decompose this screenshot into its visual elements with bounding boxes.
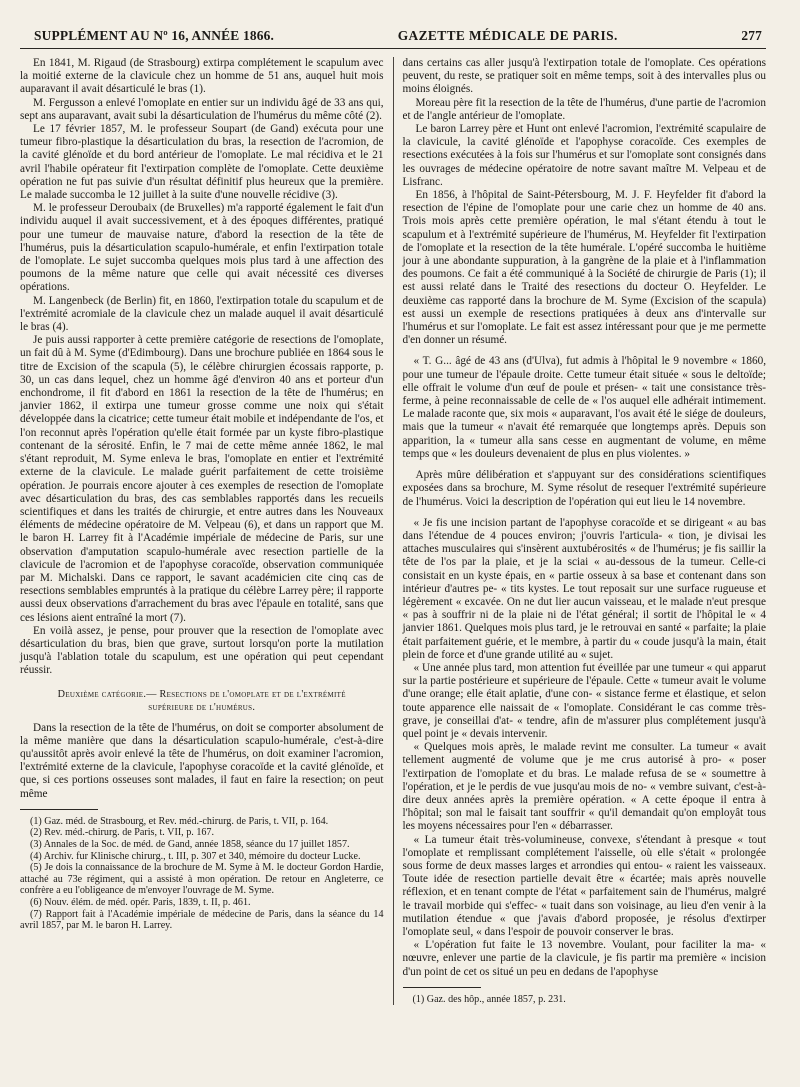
footnote-rule bbox=[403, 987, 481, 988]
section-title bbox=[20, 688, 384, 714]
footnote: (3) Annales de la Soc. de méd. de Gand, année 1858, séance du 17 juillet 1857. bbox=[30, 838, 350, 850]
paragraph: En 1856, à l'hôpital de Saint-Pétersbourg, M. J. F. Heyfelder fit d'abord la resection de l'épine de l'omoplate pour une carie chez un homme de 40 ans. Trois mois après cette première opération, le mal s'étant étendu à tout le scapulum et à l'extrémité supérieure de l'humérus, M. Heyfelder fit l'extirpation de l'omoplate et la resection de la tête humérale. L'opéré succomba le huitième jour à une abondante suppuration, à la gangrène de la plaie et à l'inflammation des poumons. Ce fait a été communiqué à la Société de chirurgie de Paris (1); il est aussi relaté dans le Traité des resections du docteur O. Heyfelder. Le deuxième cas rapporté dans la brochure de M. Syme (Excision of the scapula) est aussi un exemple de resections pratiquées à deux ans d'intervalle sur l'humérus et sur l'omoplate. Le fait est assez intéressant pour que je me permette d'en donner un résumé. bbox=[402, 189, 767, 347]
paragraph: Le baron Larrey père et Hunt ont enlevé l'acromion, l'extrémité scapulaire de la clavicule, la cavité glénoïde et l'apophyse coracoïde. Ces exemples de resections exécutées à la fois sur l'humérus et sur l'omoplate sont consignés dans les ouvrages de médecine opératoire de notre savant maître M. Velpeau et de Lisfranc. bbox=[402, 123, 767, 188]
paragraph: Moreau père fit la resection de la tête de l'humérus, d'une partie de l'acromion et de l'angle antérieur de l'omoplate. bbox=[402, 96, 767, 122]
quotation: « T. G... âgé de 43 ans (d'Ulva), fut admis à l'hôpital le 9 novembre « 1860, pour une tumeur de l'épaule droite. Cette tumeur était située « sous le deltoïde; elle offrait le volume d'un œuf de poule et présen- « tait une consistance très-ferme, à peine reconnaissable de celle de « l'os auquel elle adhérait intimement. Le malade raconte que, six mois « auparavant, l'os avait été le siége de douleurs, mais que la tumeur « n'avait été remarquée que longtemps après. Depuis son apparition, la « tumeur alla sans cesse en augmentant de volume, en même temps que « les douleurs devenaient de plus en plus violentes. » bbox=[402, 355, 767, 460]
running-head bbox=[20, 28, 766, 49]
quotation: « La tumeur était très-volumineuse, convexe, s'étendant à presque « tout l'omoplate et remplissant complétement l'aisselle, où elle s'était « prolongée sous forme de deux masses larges et arrondies qui entou- « raient les vaisseaux. Toute idée de resection partielle devait être « écartée; mais après nouvelle réflexion, et en tenant compte de l'état « parfaitement sain de l'humérus, malgré le travail morbide qui s'effec- « tuait dans son voisinage, au lieu d'en venir à la mutilation étendue « que j'avais d'abord proposée, je résolus d'extirper l'omoplate seul, « dans l'espoir de pouvoir conserver le bras. bbox=[402, 833, 767, 938]
quotation: « L'opération fut faite le 13 novembre. Voulant, pour faciliter la ma- « nœuvre, enlever une partie de la clavicule, je fis partir ma première « incision d'un point de cet os situé un peu en dedans de l'apophyse bbox=[402, 939, 767, 978]
footnote-rule bbox=[20, 809, 98, 810]
paragraph: Après mûre délibération et s'appuyant sur des considérations scientifiques exposées dans sa brochure, M. Syme résolut de resequer l'extrémité supérieure de l'humérus. Voici la description de l'opération qui eut lieu le 14 novembre. bbox=[402, 469, 767, 508]
section-title-line: Deuxième catégorie.— Resections de l'omoplate et de l'extrémité bbox=[57, 688, 346, 700]
footnote: (7) Rapport fait à l'Académie impériale de médecine de Paris, dans la séance du 14 avril 1857, par M. le baron H. Larrey. bbox=[20, 908, 384, 932]
text-columns bbox=[20, 57, 766, 1005]
footnote: (1) Gaz. des hôp., année 1857, p. 231. bbox=[412, 993, 566, 1005]
footnote: (4) Archiv. fur Klinische chirurg., t. III, p. 307 et 340, mémoire du docteur Lucke. bbox=[30, 850, 361, 862]
column-divider bbox=[393, 57, 394, 1005]
quotation: « Quelques mois après, le malade revint me consulter. La tumeur « avait tellement augmenté de volume que je me crus autorisé à pro- « poser l'extirpation de l'omoplate et du bras. Le malade refusa de se « soumettre à l'opération, et je le perdis de vue jusqu'au mois de no- « vembre suivant, c'est-à-dire deux années après la première opération. « A cette époque il entra à l'hôpital; son mal le faisait tant souffrir « qu'il demandait qu'on employât tous les moyens nécessaires pour l'en « débarrasser. bbox=[402, 741, 767, 833]
footnote: (5) Je dois la connaissance de la brochure de M. Syme à M. le docteur Gordon Hardie, attaché au 73e régiment, qui a assisté à mon opération. De retour en Angleterre, ce confrère a eu l'obligeance de m'envoyer l'ouvrage de M. Syme. bbox=[20, 862, 384, 897]
paragraph: En 1841, M. Rigaud (de Strasbourg) extirpa complétement le scapulum avec la moitié externe de la clavicule chez un homme de 51 ans, auquel huit mois auparavant il avait désarticulé le bras (1). bbox=[20, 57, 384, 96]
paragraph: M. Langenbeck (de Berlin) fit, en 1860, l'extirpation totale du scapulum et de l'extrémité acromiale de la clavicule chez un malade auquel il avait désarticulé le bras (4). bbox=[20, 294, 384, 334]
paragraph: Je puis aussi rapporter à cette première catégorie de resections de l'omoplate, un fait dû à M. Syme (d'Edimbourg). Dans une brochure publiée en 1864 sous le titre de Excision of the scapula (5), le célèbre chirurgien écossais rapporte, p. 30, un cas dans lequel, chez un homme âgé d'environ 40 ans et porteur d'un enchondrome, il fit d'abord en 1861 la resection de la tête de l'humérus; en janvier 1862, il extirpa une tumeur grosse comme une noix qui s'était développée dans la cicatrice; cette tumeur était mobile et indépendante de l'os, et l'on reconnut après l'opération qu'elle était formée par un kyste fibro-plastique contenant de la sérosité. Enfin, le 7 mai de cette même année 1862, le mal s'étant reproduit, M. Syme enleva le bras, l'omoplate en entier et l'extrémité externe de la clavicule. Le malade guérit parfaitement de cette troisième opération. Je pourrais encore ajouter à ces exemples de resection de l'omoplate avec désarticulation du bras, des cas semblables rapportés dans les recueils scientifiques et dans les traités de chirurgie, et entre autres dans les Nouveaux éléments de médecine opératoire de M. Velpeau (6), et dans un rapport que M. le baron H. Larrey fit à l'Académie impériale de médecine de Paris, sur une observation d'amputation scapulo-humérale avec resection partielle de la clavicule de l'acromion et de l'apophyse coracoïde, observation communiquée par M. Michalski. Dans ce rapport, le savant académicien cite cinq cas de resections semblables empruntés à la pratique du célèbre Larrey père; il rapporte aussi deux observations d'arrachement du bras avec l'épaule en totalité, sans que ces lésions aient entraîné la mort (7). bbox=[20, 334, 384, 624]
page-number: 277 bbox=[741, 28, 762, 43]
paragraph: Le 17 février 1857, M. le professeur Soupart (de Gand) exécuta pour une tumeur fibro-plastique la désarticulation du bras, la resection de l'acromion, de la cavité glénoïde et du bord antérieur de l'omoplate. Le mal récidiva et le 21 avril l'habile opérateur fit l'extirpation complète de l'omoplate. Cette deuxième opération ne fut pas suivie d'un résultat définitif plus heureux que la première. Le malade succomba le 12 juillet à la suite d'une nouvelle récidive (3). bbox=[20, 123, 384, 202]
quotation: « Je fis une incision partant de l'apophyse coracoïde et se dirigeant « au bas dans l'étendue de 4 pouces environ; j'ouvris l'articula- « tion, je divisai les attaches musculaires qui s'insèrent auxtubérosités « de l'humérus; je fis saillir la tête de l'os par la plaie, et je la sciai « au-dessous de la tumeur. Celle-ci consistait en un kyste épais, en « partie osseux à sa base et contenant dans son intérieur d'autres pe- « tits kystes. Le tout reposait sur une surface rugueuse et légèrement « excavée. On ne dut lier aucun vaisseau, et le malade n'eut presque « pas à souffrir ni de la plaie ni de l'état général; il sortit de l'hôpital le « 4 janvier 1861. Quelques mois plus tard, je le retrouvai en santé « parfaite; la plaie était parfaitement guérie, et le membre, à partir du « coude jusqu'à la main, était plein de force et d'une grande utilité au « sujet. bbox=[402, 516, 767, 661]
journal-title: GAZETTE MÉDICALE DE PARIS. bbox=[397, 28, 618, 43]
section-title-line: supérieure de l'humérus. bbox=[148, 701, 256, 713]
left-column bbox=[20, 57, 390, 1005]
paragraph: Dans la resection de la tête de l'humérus, on doit se comporter absolument de la même manière que dans la désarticulation scapulo-humérale, c'est-à-dire qu'aussitôt après avoir enlevé la tête de l'humérus, on doit examiner l'acromion, l'extrémité externe de la clavicule, l'apophyse coracoïde et la cavité glénoïde, et que, si ces portions osseuses sont malades, il faut en faire la resection; on peut même bbox=[20, 721, 384, 800]
supplement-label: SUPPLÉMENT AU Nº 16, ANNÉE 1866. bbox=[34, 28, 275, 43]
right-column bbox=[399, 57, 767, 1005]
footnote: (2) Rev. méd.-chirurg. de Paris, t. VII, p. 167. bbox=[30, 827, 214, 839]
paragraph: dans certains cas aller jusqu'à l'extirpation totale de l'omoplate. Ces opérations peuvent, du reste, se pratiquer soit en même temps, soit à des intervalles plus ou moins éloignés. bbox=[402, 57, 767, 96]
paragraph: En voilà assez, je pense, pour prouver que la resection de l'omoplate avec désarticulation du bras, bien que grave, surtout lorsqu'on porte la mutilation jusqu'à l'ablation totale du scapulum, est une opération qui peut cependant réussir. bbox=[20, 624, 384, 677]
footnote: (1) Gaz. méd. de Strasbourg, et Rev. méd.-chirurg. de Paris, t. VII, p. 164. bbox=[30, 815, 329, 827]
paragraph: M. Fergusson a enlevé l'omoplate en entier sur un individu âgé de 33 ans qui, sept ans auparavant, avait subi la désarticulation de l'humérus du même côté (2). bbox=[20, 96, 384, 122]
paragraph: M. le professeur Deroubaix (de Bruxelles) m'a rapporté également le fait d'un individu auquel il avait successivement, et à des époques différentes, pratiqué pour une tumeur de mauvaise nature, d'abord la resection de la tête de l'humérus, puis la désarticulation scapulo-humérale, et enfin l'extirpation totale de l'omoplate. Le sujet succomba quelques mois plus tard à une affection des poumons de la même nature que celle qui avait nécessité ces diverses opérations. bbox=[20, 202, 384, 294]
quotation: « Une année plus tard, mon attention fut éveillée par une tumeur « qui apparut sur la partie postérieure et supérieure de l'épaule. Cette « tumeur avait le volume d'une orange; elle était aplatie, d'une con- « sistance ferme et élastique, et selon toute apparence elle naissait de « l'omoplate. Considérant le cas comme très-grave, je conseillai d'at- « tendre, afin de m'assurer plus complétement jusqu'à quel point je « devais intervenir. bbox=[402, 661, 767, 740]
footnote: (6) Nouv. élém. de méd. opér. Paris, 1839, t. II, p. 461. bbox=[30, 896, 251, 908]
